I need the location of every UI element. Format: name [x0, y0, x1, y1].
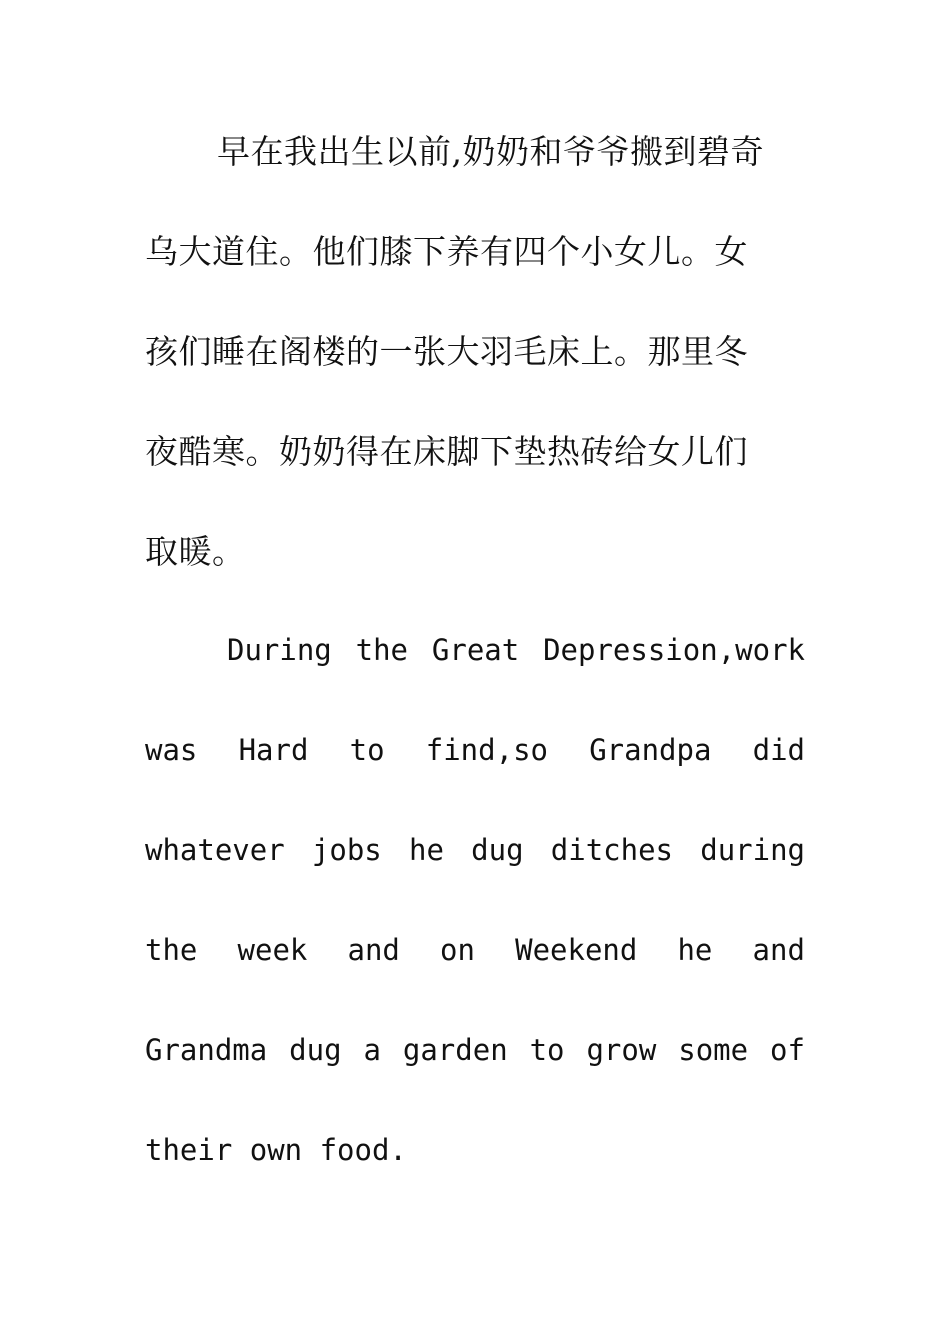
word: find,so: [425, 733, 548, 767]
word: a: [363, 1033, 381, 1067]
word: During: [227, 633, 332, 667]
word: whatever: [145, 833, 285, 867]
english-paragraph: [145, 630, 805, 1230]
paragraph-line: [227, 630, 805, 730]
word: and: [752, 933, 805, 967]
word: to: [349, 733, 385, 767]
paragraph-line: their own food.: [145, 1133, 407, 1167]
paragraph-line: 取暖。: [145, 532, 246, 571]
word: Weekend: [515, 933, 638, 967]
paragraph-line: 乌大道住。他们膝下养有四个小女儿。女: [145, 232, 748, 271]
word: garden: [402, 1033, 508, 1067]
word: was: [145, 733, 198, 767]
word: Grandpa: [589, 733, 712, 767]
word: the: [145, 933, 198, 967]
word: grow: [586, 1033, 657, 1067]
chinese-paragraph: [145, 132, 805, 632]
word: dug: [289, 1033, 342, 1067]
word: some: [678, 1033, 749, 1067]
word: week: [237, 933, 308, 967]
word: Depression,work: [543, 633, 805, 667]
word: and: [347, 933, 400, 967]
paragraph-line: 孩们睡在阁楼的一张大羽毛床上。那里冬: [145, 332, 748, 371]
paragraph-line: 早在我出生以前,奶奶和爷爷搬到碧奇: [217, 132, 764, 171]
word: Hard: [238, 733, 309, 767]
word: of: [770, 1033, 805, 1067]
word: did: [752, 733, 805, 767]
paragraph-line: [145, 830, 805, 930]
word: on: [440, 933, 475, 967]
word: ditches: [550, 833, 673, 867]
word: he: [409, 833, 444, 867]
paragraph-line: [145, 730, 805, 830]
word: dug: [471, 833, 524, 867]
word: to: [529, 1033, 565, 1067]
word: Great: [431, 633, 520, 667]
word: the: [355, 633, 409, 667]
word: jobs: [311, 833, 382, 867]
word: he: [677, 933, 713, 967]
paragraph-line: 夜酷寒。奶奶得在床脚下垫热砖给女儿们: [145, 432, 748, 471]
paragraph-line: [145, 930, 805, 1030]
word: during: [700, 833, 805, 867]
word: Grandma: [145, 1033, 268, 1067]
paragraph-line: [145, 1030, 805, 1130]
